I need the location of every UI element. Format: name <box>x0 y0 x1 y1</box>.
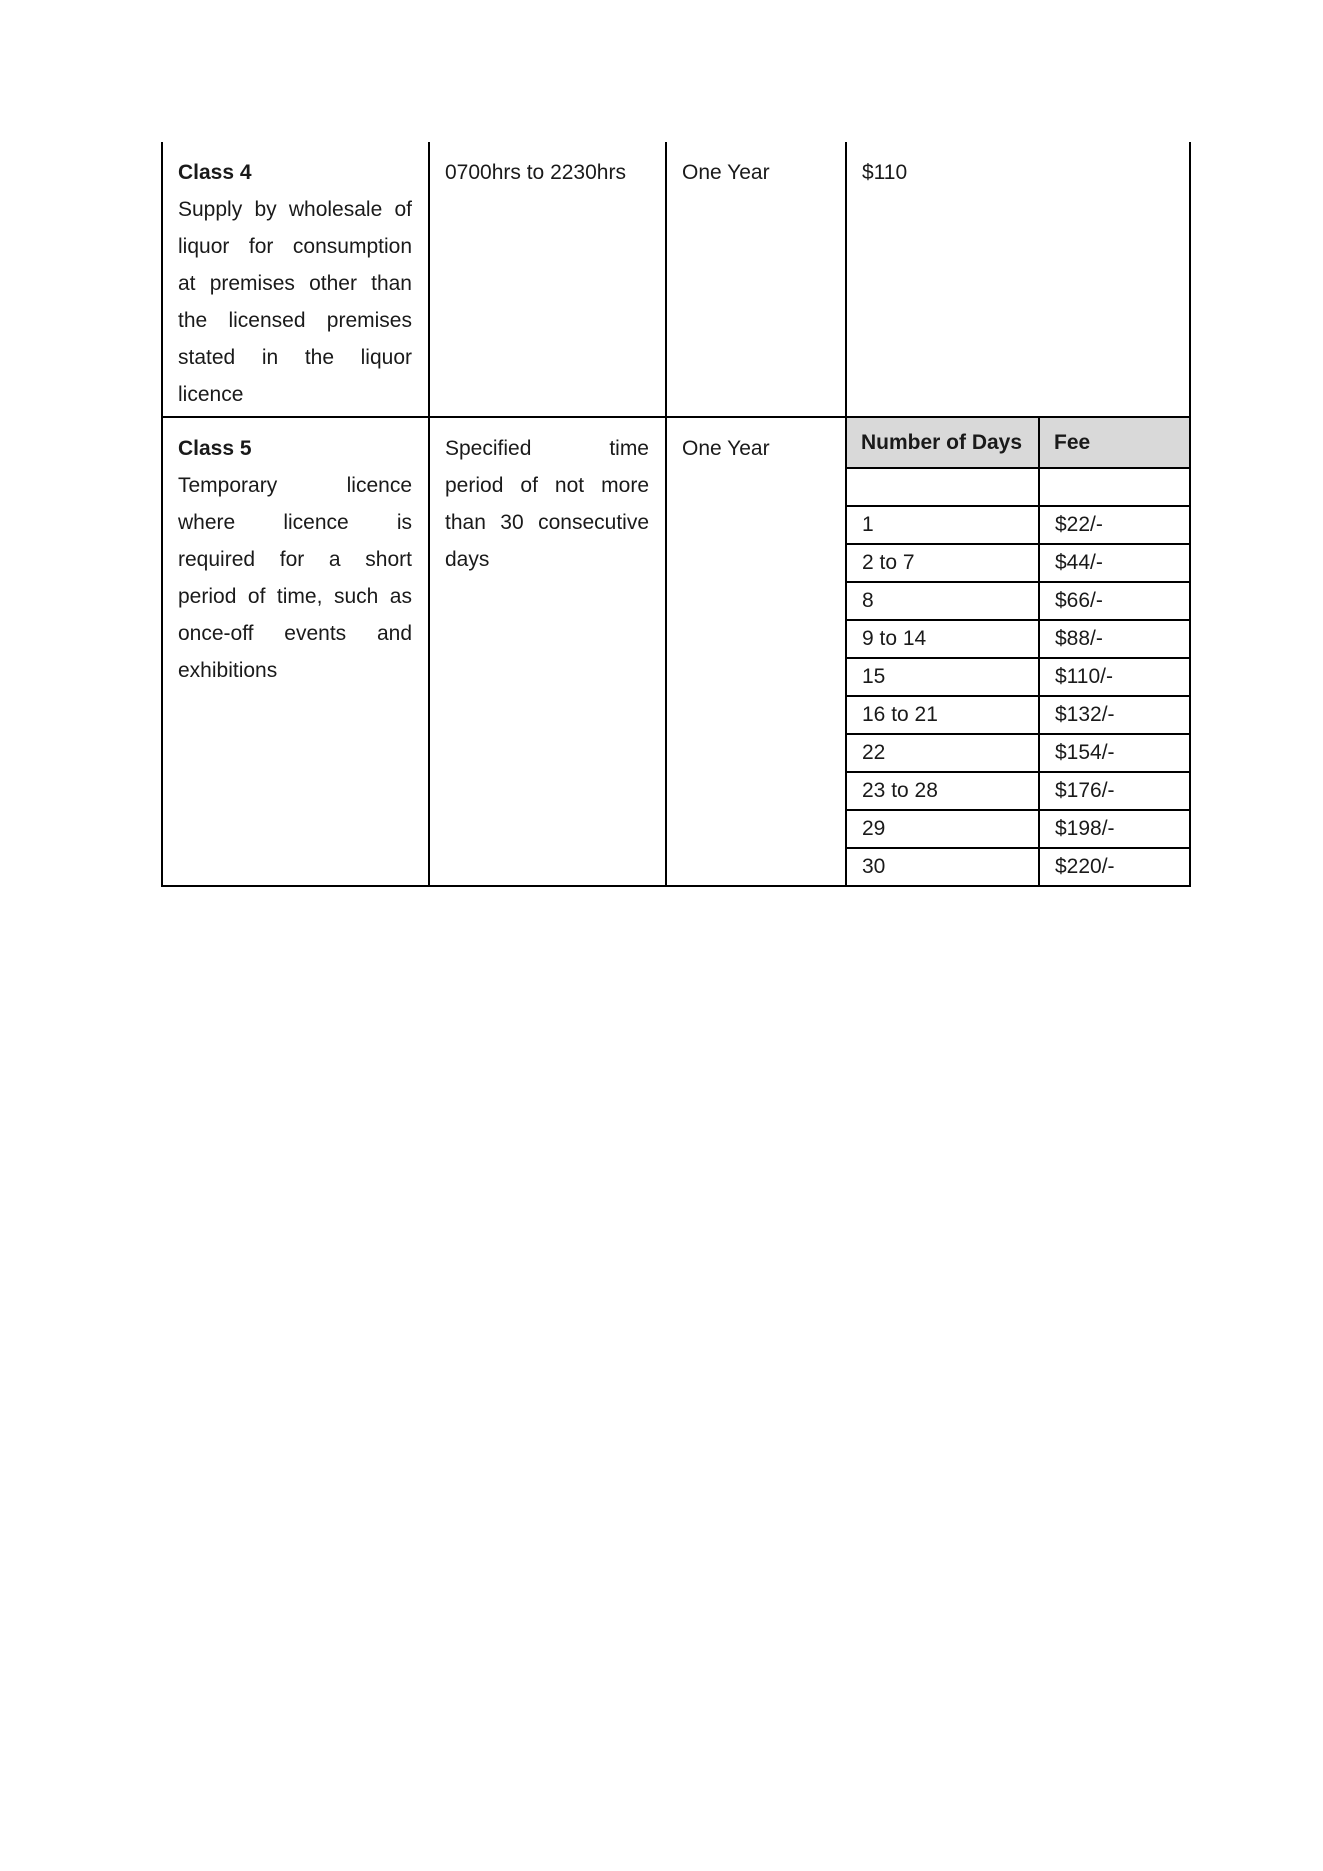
description-line: stated in the liquor <box>178 346 412 369</box>
description-line: where licence is <box>178 511 412 534</box>
fee-value: $88/- <box>1039 620 1189 658</box>
licence-period-cell <box>666 417 846 886</box>
description-line: licence <box>178 383 244 406</box>
trading-hours-line: period of not more <box>445 474 649 497</box>
description-line: liquor for consumption <box>178 235 412 258</box>
table-row <box>847 658 1189 696</box>
gap-cell <box>1039 468 1189 506</box>
table-row <box>847 696 1189 734</box>
class-title: Class 4 <box>178 161 252 184</box>
header-number-of-days: Number of Days <box>847 418 1039 468</box>
trading-hours-cell <box>429 142 666 417</box>
description-line: required for a short <box>178 548 412 571</box>
trading-hours-line: days <box>445 548 490 571</box>
table-row <box>847 620 1189 658</box>
licence-class-table <box>161 142 1191 887</box>
fee-value: $66/- <box>1039 582 1189 620</box>
days-value: 1 <box>847 506 1039 544</box>
fee-schedule-gap-row <box>847 468 1189 506</box>
days-value: 8 <box>847 582 1039 620</box>
fee-schedule-header-row <box>847 418 1189 468</box>
table-row <box>847 848 1189 885</box>
licence-period: One Year <box>682 437 770 460</box>
table-row <box>847 544 1189 582</box>
class-description-cell <box>162 142 429 417</box>
description-line: exhibitions <box>178 659 278 682</box>
fee-value: $22/- <box>1039 506 1189 544</box>
table-row <box>847 582 1189 620</box>
description-line: period of time, such as <box>178 585 412 608</box>
gap-cell <box>847 468 1039 506</box>
table-row <box>162 142 1190 417</box>
licence-period-cell <box>666 142 846 417</box>
table-row <box>847 734 1189 772</box>
trading-hours-line: than 30 consecutive <box>445 511 649 534</box>
table-row <box>847 506 1189 544</box>
table-row <box>847 810 1189 848</box>
fee-value: $44/- <box>1039 544 1189 582</box>
days-value: 30 <box>847 848 1039 885</box>
fee-value: $198/- <box>1039 810 1189 848</box>
description-line: once-off events and <box>178 622 412 645</box>
class-title: Class 5 <box>178 437 252 460</box>
fee-value: $154/- <box>1039 734 1189 772</box>
days-value: 15 <box>847 658 1039 696</box>
days-value: 2 to 7 <box>847 544 1039 582</box>
fee-value: $132/- <box>1039 696 1189 734</box>
table-row <box>162 417 1190 886</box>
fee-cell <box>846 417 1190 886</box>
description-line: the licensed premises <box>178 309 412 332</box>
fee-schedule-table <box>847 418 1189 885</box>
description-line: Temporary licence <box>178 474 412 497</box>
licence-period: One Year <box>682 161 770 184</box>
days-value: 23 to 28 <box>847 772 1039 810</box>
fee-value: $110/- <box>1039 658 1189 696</box>
fee-value: $176/- <box>1039 772 1189 810</box>
fee-value: $220/- <box>1039 848 1189 885</box>
trading-hours-cell <box>429 417 666 886</box>
days-value: 22 <box>847 734 1039 772</box>
table-row <box>847 772 1189 810</box>
trading-hours: 0700hrs to 2230hrs <box>445 161 626 184</box>
description-line: at premises other than <box>178 272 412 295</box>
licence-fee: $110 <box>862 161 908 184</box>
header-fee: Fee <box>1039 418 1189 468</box>
days-value: 9 to 14 <box>847 620 1039 658</box>
description-line: Supply by wholesale of <box>178 198 412 221</box>
days-value: 16 to 21 <box>847 696 1039 734</box>
trading-hours-line: Specified time <box>445 437 649 460</box>
class-description-cell <box>162 417 429 886</box>
fee-cell <box>846 142 1190 417</box>
days-value: 29 <box>847 810 1039 848</box>
